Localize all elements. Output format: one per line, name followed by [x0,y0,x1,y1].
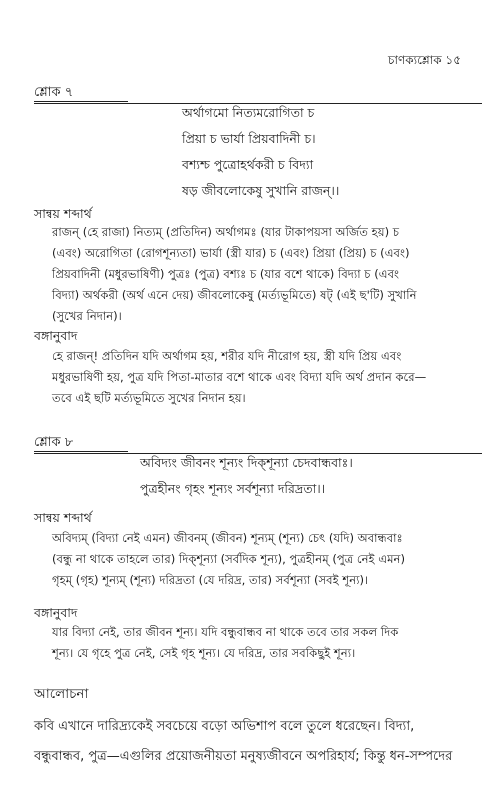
verse-line: অবিদ্যং জীবনং শূন্যং দিক্‌শূন্যা চেদবান্ধবাঃ। [140,455,353,470]
commentary-body [34,712,482,772]
word-meaning-line: রাজন্ (হে রাজা) নিত্যম্ (প্রতিদিন) অর্থাগমঃ (যার টাকাপয়সা অর্জিত হয়) চ [52,225,400,239]
word-meaning-line: প্রিয়বাদিনী (মধুরভাষিণী) পুত্রঃ (পুত্র) বশ্যঃ চ (যার বশে থাকে) বিদ্যা চ (এবং [52,267,400,281]
commentary-heading: আলোচনা [34,686,89,702]
verse-line: পুত্রহীনং গৃহং শূন্যং সর্বশূন্যা দরিদ্রতা।। [140,481,326,496]
shloka-8-word-meaning-heading: সান্বয় শব্দার্থ [34,510,92,525]
shloka-7-word-meaning [52,222,484,327]
verse-line: ষড় জীবলোকেষু সুখানি রাজন্।। [182,183,340,198]
running-header: চাণক্যশ্লোক ১৫ [387,53,461,67]
shloka-7-word-meaning-heading: সান্বয় শব্দার্থ [34,206,92,221]
word-meaning-line: গৃহম্ (গৃহ) শূন্যম্ (শূন্য) দরিদ্রতা (যে দরিদ্র, তার) সর্বশূন্যা (সবই শূন্য)। [52,573,369,587]
shloka-7-translation-heading: বঙ্গানুবাদ [34,328,78,343]
shloka-8-word-meaning [52,528,484,591]
shloka-8-verse [140,450,353,502]
shloka-8-label-rule [34,451,128,452]
verse-line: বশ্যশ্চ পুত্রোহর্থকরী চ বিদ্যা [182,157,314,172]
translation-line: শূন্য। যে গৃহে পুত্র নেই, সেই গৃহ শূন্য। যে দরিদ্র, তার সবকিছুই শূন্য। [52,646,356,660]
verse-line: অর্থাগমো নিত্যমরোগিতা চ [182,105,315,120]
commentary-line: কবি এখানে দারিদ্র্যকেই সবচেয়ে বড়ো অভিশাপ বলে তুলে ধরেছেন। বিদ্যা, [34,719,415,734]
word-meaning-line: (এবং) অরোগিতা (রোগশূন্যতা) ভার্যা (স্ত্রী যার) চ (এবং) প্রিয়া (প্রিয়) চ (এবং) [52,246,410,260]
word-meaning-line: (বন্ধু না থাকে তাহলে তার) দিক্‌শূন্যা (সর্বদিক শূন্য), পুত্রহীনম্ (পুত্র নেই এমন) [52,552,405,566]
shloka-7-verse [182,100,339,204]
shloka-7-translation [52,346,484,409]
word-meaning-line: অবিদ্যম্ (বিদ্যা নেই এমন) জীবনম্ (জীবন) শূন্যম্ (শূন্য) চেৎ (যদি) অবান্ধবাঃ [52,531,403,545]
shloka-7-label: শ্লোক ৭ [34,85,74,100]
shloka-8-label: শ্লোক ৮ [34,435,74,450]
translation-line: মধুরভাষিণী হয়, পুত্র যদি পিতা-মাতার বশে থাকে এবং বিদ্যা যদি অর্থ প্রদান করে— [52,370,427,384]
shloka-8-translation [52,622,484,664]
translation-line: হে রাজন্! প্রতিদিন যদি অর্থাগম হয়, শরীর যদি নীরোগ হয়, স্ত্রী যদি প্রিয় এবং [52,349,402,363]
commentary-line: বন্ধুবান্ধব, পুত্র—এগুলির প্রয়োজনীয়তা মনুষ্যজীবনে অপরিহার্য; কিন্তু ধন-সম্পদের [34,749,453,764]
word-meaning-line: বিদ্যা) অর্থকরী (অর্থ এনে দেয়) জীবলোকেষু (মর্ত্যভূমিতে) ষট্ (এই ছ'টি) সুখানি [52,288,417,302]
shloka-8-translation-heading: বঙ্গানুবাদ [34,605,78,620]
translation-line: যার বিদ্যা নেই, তার জীবন শূন্য। যদি বন্ধুবান্ধব না থাকে তবে তার সকল দিক [52,625,399,639]
shloka-7-label-rule [34,101,128,102]
verse-line: প্রিয়া চ ভার্যা প্রিয়বাদিনী চ। [182,131,316,146]
translation-line: তবে এই ছটি মর্ত্যভূমিতে সুখের নিদান হয়। [52,391,246,405]
word-meaning-line: (সুখের নিদান)। [52,309,122,323]
